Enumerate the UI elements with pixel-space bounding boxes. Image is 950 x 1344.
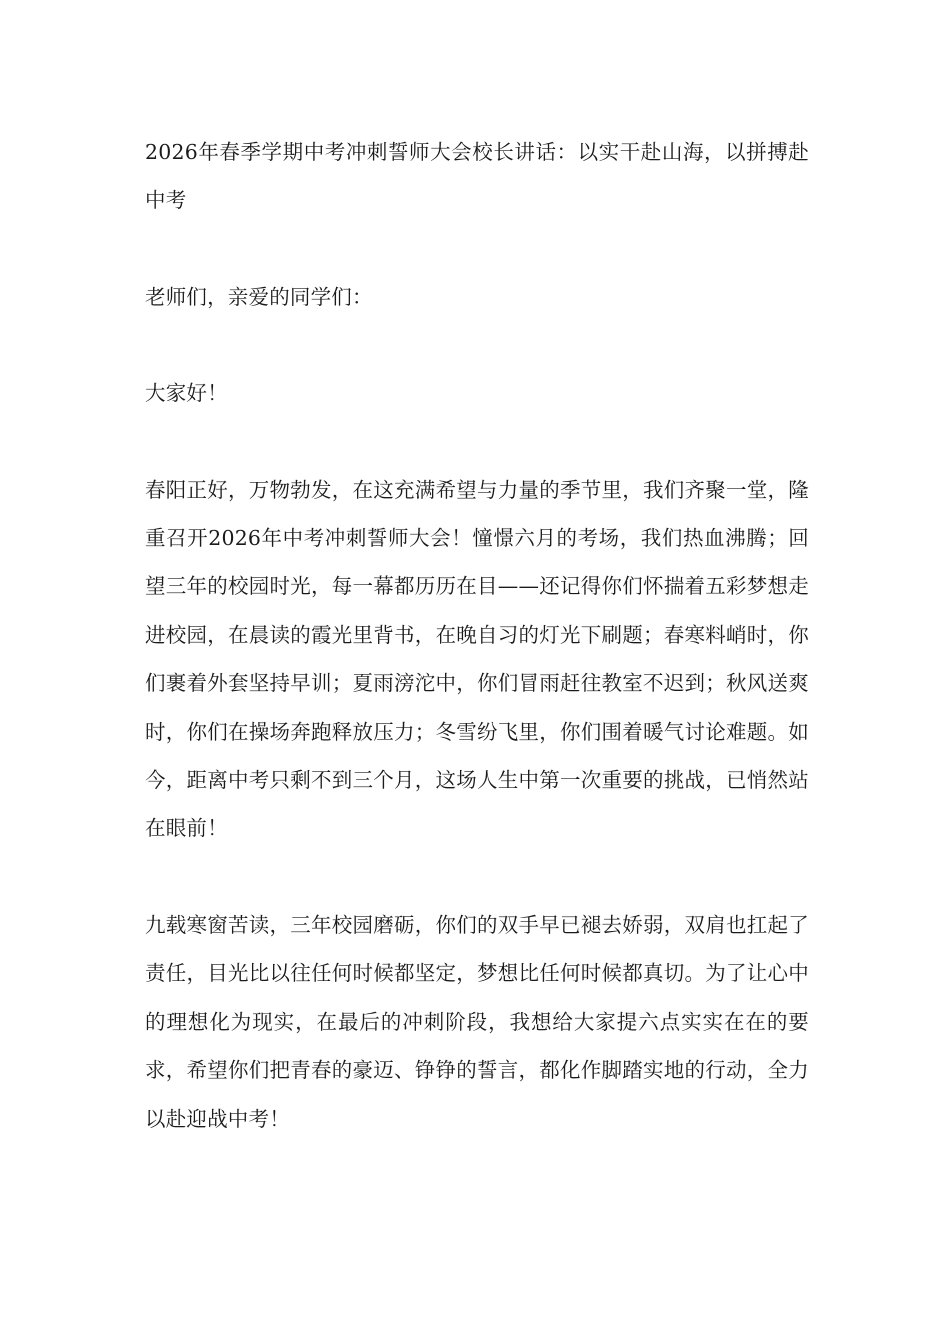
opening-greeting: 大家好！ <box>145 381 228 406</box>
salutation: 老师们，亲爱的同学们： <box>145 284 373 309</box>
document-title: 2026年春季学期中考冲刺誓师大会校长讲话：以实干赴山海，以拼搏赴中考 <box>145 140 809 213</box>
body-paragraph: 春阳正好，万物勃发，在这充满希望与力量的季节里，我们齐聚一堂，隆重召开2026年中考冲刺誓师大会！憧憬六月的考场，我们热血沸腾；回望三年的校园时光，每一幕都历历在目——还记得你们怀揣着五彩梦想走进校园，在晨读的霞光里背书，在晚自习的灯光下刷题；春寒料峭时，你们裹着外套坚持早训；夏雨滂沱中，你们冒雨赶往教室不迟到；秋风送爽时，你们在操场奔跑释放压力；冬雪纷飞里，你们围着暖气讨论难题。如今，距离中考只剩不到三个月，这场人生中第一次重要的挑战，已悄然站在眼前！ <box>145 477 809 841</box>
document-body <box>145 128 809 1143</box>
body-paragraph: 九载寒窗苦读，三年校园磨砺，你们的双手早已褪去娇弱，双肩也扛起了责任，目光比以往任何时候都坚定，梦想比任何时候都真切。为了让心中的理想化为现实，在最后的冲刺阶段，我想给大家提六点实实在在的要求，希望你们把青春的豪迈、铮铮的誓言，都化作脚踏实地的行动，全力以赴迎战中考！ <box>145 912 809 1131</box>
